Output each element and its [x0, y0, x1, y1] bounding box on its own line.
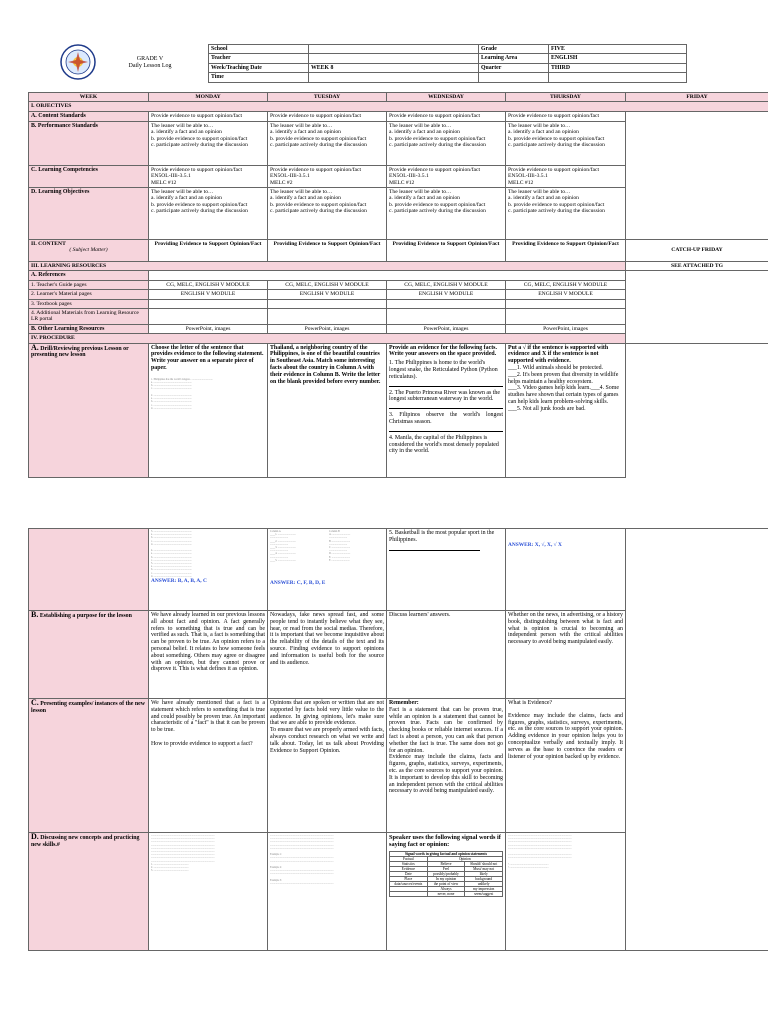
- textbook-wed: [387, 299, 506, 308]
- section-resources: III. LEARNING RESOURCES: [29, 262, 626, 271]
- signal-table-cell: Date: [390, 872, 428, 877]
- signal-table-cell: the point of view: [427, 882, 465, 887]
- drill-wed-item-1: 1. The Philippines is home to the world's longest snake, the Reticulated Python (Python reticulatus).: [389, 360, 498, 380]
- signal-table-cell: seem/suggest: [465, 892, 503, 897]
- discussing-label-text: Discussing new concepts and practicing new skills.#: [31, 835, 140, 848]
- tg-tue: CG, MELC, ENGLISH V MODULE: [268, 280, 387, 289]
- content-std-mon: Provide evidence to support opinion/fact: [149, 111, 268, 121]
- other-tue: PowerPoint, images: [268, 324, 387, 333]
- section-procedure: IV. PROCEDURE: [29, 334, 626, 343]
- signal-table-cell: [390, 892, 428, 897]
- signal-table-row: [390, 892, 503, 897]
- dll-table-page1: [28, 92, 768, 478]
- col-friday: FRIDAY: [626, 93, 768, 102]
- signal-table-cell: my impression: [465, 887, 503, 892]
- drill-thu-instruction: Put a √ if the sentence is supported with evidence and X if the sentence is not supported with evidence.: [508, 344, 609, 365]
- signal-table-row: [390, 862, 503, 867]
- area-label: Learning Area: [479, 54, 549, 63]
- signal-table-cell: possibly/probably: [427, 872, 465, 877]
- drill-wed-item-4: 4. Manila, the capital of the Philippines is considered the world's most densely populated city in the world.: [389, 434, 499, 455]
- time-blank-1: [479, 73, 549, 82]
- present-thu: [506, 699, 626, 833]
- drill-mon-cont-items: 3. ........................................................... a. ........................................................... b. ........................................................... c. ........................................................... d. ........................................................... 4. ........................................................... a. ........................................................... b. ........................................................... c. ........................................................... 5. ........................................................... a. ........................................................... b. ........................................................... c. ........................................................... d. ...........................................................: [151, 530, 192, 578]
- drill-tue: [268, 343, 387, 477]
- doc-title-grade: GRADE V: [136, 56, 164, 62]
- col-tuesday: TUESDAY: [268, 93, 387, 102]
- signal-table-cell: Statistics: [390, 862, 428, 867]
- discuss-thu: [506, 833, 626, 951]
- drill-cont-label: [29, 529, 149, 611]
- label-tg: 1. Teacher's Guide pages: [29, 280, 149, 289]
- content-title: II. CONTENT: [31, 241, 66, 248]
- grade-label: Grade: [479, 45, 549, 54]
- doc-title-dll: Daily Lesson Log: [128, 63, 172, 69]
- doc-title: [100, 56, 200, 70]
- col-monday: MONDAY: [149, 93, 268, 102]
- signal-table-title: Signal words in giving factual and opinion statements: [390, 852, 503, 857]
- label-textbook: 3. Textbook pages: [29, 299, 149, 308]
- purpose-tue: Nowadays, fake news spread fast, and some people tend to instantly believe what they see, hear, or read from the social medias. Therefore, it is important that we become inquisitive about the reliability of the details of the text and its source. Finding evidence to support opinions and information is useful both for the source and its audience.: [268, 611, 387, 699]
- signal-words-table: [389, 851, 503, 897]
- section-objectives: I. OBJECTIVES: [29, 102, 768, 111]
- comp-tue: Provide evidence to support opinion/fact EN5OL-IIIi-3.5.1 MELC #2: [268, 165, 387, 187]
- time-blank-2: [549, 73, 687, 82]
- drill-wed-cont: [387, 529, 506, 611]
- signal-table-cell: Believe: [427, 862, 465, 867]
- signal-table-cell: likely: [465, 872, 503, 877]
- discuss-mon-text: .................................................................................................. .................................................................................................. .................................................................................................. .................................................................................................. .................................................................................................. .................................................................................................. .................................................................................................. .................................................................................................. .................................................................................................. 1. ...................................................... 2. ...................................................... 3. ......................................................: [151, 834, 215, 873]
- signal-table-cell: Should/ should not: [465, 862, 503, 867]
- content-std-thu: Provide evidence to support opinion/fact: [506, 111, 626, 121]
- perf-std-wed: The leaner will be able to… a. identify a fact and an opinion b. provide evidence to support opinion/fact c. participate actively during the discussion: [387, 121, 506, 165]
- friday-obj-blank: [626, 111, 768, 239]
- drill-tue-cont: [268, 529, 387, 611]
- label-presenting: C. Presenting examples/ instances of the new lesson: [29, 699, 149, 833]
- drill-mon-cont: [149, 529, 268, 611]
- dll-table-page2: [28, 528, 768, 951]
- drill-thu-items: ___1. Wild animals should be protected. ___2. It's been proven that diversity in wildlife helps maintain a healthy ecosystem. ___3. Video games help kids learn.___4. Some studies have shown that certain types of games can help kids learn problem-solving skills. ___5. Not all junk foods are bad.: [508, 365, 619, 412]
- drill-mon-items: 1. Philippines has the world's longest... ................................ a. ........................................................... b. ........................................................... c. ........................................................... 2. ........................................................... a. ........................................................... b. ........................................................... c. ........................................................... d. ...........................................................: [151, 377, 213, 410]
- present-thu-body: Evidence may include the claims, facts and figures, graphs, statistics, surveys, experiments, etc. as the core sources to support your opinion. Adding evidence in your opinion helps you to conceptualize verbally and textually imply. It serves as the base to convince the readers or listener of your opinion backed up by evidence.: [508, 712, 623, 760]
- obj-thu: The leaner will be able to… a. identify a fact and an opinion b. provide evidence to support opinion/fact c. participate actively during the discussion: [506, 188, 626, 240]
- perf-std-mon: The leaner will be able to… a. identify a fact and an opinion b. provide evidence to support opinion/fact c. participate actively during the discussion: [149, 121, 268, 165]
- col-wednesday: WEDNESDAY: [387, 93, 506, 102]
- purpose-mon: We have already learned in our previous lessons all about fact and opinion. A fact generally refers to something that is true and can be verified as such. That is, a fact is something that can be proven to be true. An opinion refers to a personal belief. It relates to how someone feels about something. Others may agree or disagree with an opinion, but they cannot prove or disprove it. This is what defines it as opinion.: [149, 611, 268, 699]
- deped-seal-logo: [60, 44, 96, 80]
- label-learning-objectives: D. Learning Objectives: [29, 188, 149, 240]
- additional-thu: [506, 309, 626, 325]
- signal-table-row: [390, 872, 503, 877]
- obj-wed: The leaner will be able to… a. identify a fact and an opinion b. provide evidence to support opinion/fact c. participate actively during the discussion: [387, 188, 506, 240]
- lm-tue: ENGLISH V MODULE: [268, 290, 387, 299]
- present-wed-title: Remember:: [389, 700, 419, 706]
- lm-mon: ENGLISH V MODULE: [149, 290, 268, 299]
- label-references: A. References: [29, 271, 149, 280]
- label-learning-competencies: C. Learning Competencies: [29, 165, 149, 187]
- lm-thu: ENGLISH V MODULE: [506, 290, 626, 299]
- see-attached-tg: SEE ATTACHED TG: [626, 262, 768, 271]
- signal-table-cell: Evidence: [390, 867, 428, 872]
- page-2: [0, 528, 768, 1024]
- textbook-thu: [506, 299, 626, 308]
- label-performance-standards: B. Performance Standards: [29, 121, 149, 165]
- presenting-label-text: Presenting examples/ instances of the new lesson: [31, 701, 146, 714]
- comp-thu: Provide evidence to support opinion/fact EN5OL-IIIi-3.5.1 MELC #12: [506, 165, 626, 187]
- discuss-tue: [268, 833, 387, 951]
- teacher-label: Teacher: [209, 54, 309, 63]
- topic-wed: Providing Evidence to Support Opinion/Fact: [387, 240, 506, 262]
- drill-tue-instruction: Thailand, a neighboring country of the Philippines, is one of the beautiful countries in Southeast Asia. Match some interesting facts about the country in Column A with their evidence in Column B. Write the letter on the blank provided before every number.: [270, 344, 381, 385]
- drill-wed-instruction: Provide an evidence for the following facts. Write your answers on the space provided.: [389, 344, 497, 358]
- present-mon: We have already mentioned that a fact is a statement which refers to something that is true and could possibly be proven true. An important characteristic of a "fact" is that it can be proven to be true. How to provide evidence to support a fact?: [149, 699, 268, 833]
- drill-mon: [149, 343, 268, 477]
- perf-std-thu: The leaner will be able to… a. identify a fact and an opinion b. provide evidence to support opinion/fact c. participate actively during the discussion: [506, 121, 626, 165]
- drill-wed-item-2: 2. The Puerto Princesa River was known as the longest subterranean waterway in the world.: [389, 389, 500, 403]
- label-purpose: B. Establishing a purpose for the lesson: [29, 611, 149, 699]
- signal-table-cell: unlikely: [465, 882, 503, 887]
- additional-mon: [149, 309, 268, 325]
- drill-wed: [387, 343, 506, 477]
- school-value: [309, 45, 479, 54]
- tg-wed: CG, MELC, ENGLISH V MODULE: [387, 280, 506, 289]
- drill-thu-cont: [506, 529, 626, 611]
- week-date-value: WEEK 8: [309, 63, 479, 72]
- header-table: [208, 44, 687, 83]
- label-additional: 4. Additional Materials from Learning Resource LR portal: [29, 309, 149, 325]
- signal-table-cell: data/sources/events: [390, 882, 428, 887]
- discuss-mon: [149, 833, 268, 951]
- drill-thu: [506, 343, 626, 477]
- signal-table-row: [390, 882, 503, 887]
- school-label: School: [209, 45, 309, 54]
- week-date-label: Week/Teaching Date: [209, 63, 309, 72]
- textbook-tue: [268, 299, 387, 308]
- tg-thu: CG, MELC, ENGLISH V MODULE: [506, 280, 626, 289]
- other-wed: PowerPoint, images: [387, 324, 506, 333]
- signal-table-row: [390, 877, 503, 882]
- quarter-label: Quarter: [479, 63, 549, 72]
- page-gap: [0, 500, 768, 510]
- label-drill: A. Drill/Reviewing previous Lesson or presenting new lesson: [29, 343, 149, 477]
- label-other-resources: B. Other Learning Resources: [29, 324, 149, 333]
- comp-mon: Provide evidence to support opinion/fact EN5OL-IIIi-3.5.1 MELC #12: [149, 165, 268, 187]
- answer-tue: ANSWER: C, F, B, D, E: [270, 580, 326, 587]
- label-content: [29, 240, 149, 262]
- purpose-wed: Discuss learners' answers.: [387, 611, 506, 699]
- friday-res-blank: [626, 271, 768, 343]
- signal-table-cell: background: [465, 877, 503, 882]
- signal-col-opinion: Opinion: [427, 857, 502, 862]
- friday-proc-blank: [626, 529, 768, 951]
- topic-tue: Providing Evidence to Support Opinion/Fact: [268, 240, 387, 262]
- present-tue: Opinions that are spoken or written that are not supported by facts hold very little value to the audience. In giving opinions, let's make sure that we are able to provide evidence. To ensure that we are properly armed with facts, always conduct research on what we write and talk about. Today, let us talk about Providing Evidence to Support Opinion.: [268, 699, 387, 833]
- content-std-tue: Provide evidence to support opinion/fact: [268, 111, 387, 121]
- discuss-wed: [387, 833, 506, 951]
- area-value: ENGLISH: [549, 54, 687, 63]
- signal-table-cell: Feel: [427, 867, 465, 872]
- drill-mon-instruction: Choose the letter of the sentence that provides evidence to the following statement. Write your answer on a separate piece of paper.: [151, 344, 264, 372]
- purpose-label-text: Establishing a purpose for the lesson: [39, 613, 132, 619]
- discuss-thu-text: .................................................................................................. .................................................................................................. .................................................................................................. .................................................................................................. .................................................................................................. .................................................................................................. .................................................................................................. • ............................................................ • ............................................................: [508, 834, 572, 870]
- teacher-value: [309, 54, 479, 63]
- obj-tue: The leaner will be able to… a. identify a fact and an opinion b. provide evidence to support opinion/fact c. participate actively during the discussion: [268, 188, 387, 240]
- label-content-standards: A. Content Standards: [29, 111, 149, 121]
- additional-tue: [268, 309, 387, 325]
- present-thu-title: What is Evidence?: [508, 700, 553, 706]
- purpose-thu: Whether on the news, in advertising, or a history book, distinguishing between what is fact and what is opinion is crucial to becoming an independent person with the critical abilities necessary to avoid being manipulated easily.: [506, 611, 626, 699]
- present-wed-body: Fact is a statement that can be proven true, while an opinion is a statement that cannot be proven true. Facts can be confirmed by checking books or reliable internet sources. If a fact is about a person, you can ask that person whether the fact is true. The same does not go for an opinion. Evidence may include the claims, facts and figures, graphs, statistics, surveys, experiments, etc. as the core sources to support your opinion. It is important to develop this skill to becoming an independent person with the critical abilities necessary to avoid being manipulated easily.: [389, 706, 503, 795]
- content-subtitle: ( Subject Matter): [69, 247, 108, 254]
- answer-thu: ANSWER: X, √, X, √ X: [508, 542, 562, 548]
- references-blank: [149, 271, 626, 280]
- catch-up-friday: CATCH-UP FRIDAY: [626, 240, 768, 262]
- label-discussing: D. Discussing new concepts and practicing new skills.#: [29, 833, 149, 951]
- time-label: Time: [209, 73, 309, 82]
- comp-wed: Provide evidence to support opinion/fact EN5OL-IIIi-3.5.1 MELC #12: [387, 165, 506, 187]
- signal-table-cell: never, none: [427, 892, 465, 897]
- signal-table-cell: In my opinion: [427, 877, 465, 882]
- textbook-mon: [149, 299, 268, 308]
- content-std-wed: Provide evidence to support opinion/fact: [387, 111, 506, 121]
- discuss-tue-text: .................................................................................................. .................................................................................................. .................................................................................................. .................................................................................................. .................................................................................................. Example 1: .................................................................................................. .................................................................................................. Example 2: .................................................................................................. .................................................................................................. Example 3: ..................................................................................................: [270, 834, 334, 886]
- page-1: [0, 0, 768, 500]
- signal-table-cell: Must/ may not: [465, 867, 503, 872]
- tg-mon: CG, MELC, ENGLISH V MODULE: [149, 280, 268, 289]
- topic-mon: Providing Evidence to Support Opinion/Fact: [149, 240, 268, 262]
- grade-value: FIVE: [549, 45, 687, 54]
- col-week: WEEK: [29, 93, 149, 102]
- signal-table-cell: Place: [390, 877, 428, 882]
- signal-col-factual: Factual: [390, 857, 428, 862]
- signal-table-cell: Always: [427, 887, 465, 892]
- other-thu: PowerPoint, images: [506, 324, 626, 333]
- drill-wed-item-3: 3. Filipinos observe the world's longest Christmas season.: [389, 412, 503, 426]
- drill-label-text: Drill/Reviewing previous Lesson or presenting new lesson: [31, 345, 129, 359]
- discuss-wed-title: Speaker uses the following signal words if saying fact or opinion:: [389, 834, 501, 848]
- time-value: [309, 73, 479, 82]
- answer-mon: ANSWER: B, A, B, A, C: [151, 578, 207, 585]
- topic-thu: Providing Evidence to Support Opinion/Fact: [506, 240, 626, 262]
- signal-table-row: [390, 867, 503, 872]
- quarter-value: THIRD: [549, 63, 687, 72]
- present-wed: [387, 699, 506, 833]
- additional-wed: [387, 309, 506, 325]
- label-lm: 2. Learner's Material pages: [29, 290, 149, 299]
- col-thursday: THURSDAY: [506, 93, 626, 102]
- drill-wed-item-5: 5. Basketball is the most popular sport in the Philippines.: [389, 530, 495, 543]
- lm-wed: ENGLISH V MODULE: [387, 290, 506, 299]
- drill-tue-columns: Column A ____1. ............................ ............................ ____2. ............................ ............................ ____3. ............................ ............................ ____4. ............................ ............................ ____5. ............................ Column B A. ............................ ............................ B. ............................ ............................ C. ............................ ............................ D. ............................ E. ............................ F. ............................: [270, 530, 351, 562]
- other-mon: PowerPoint, images: [149, 324, 268, 333]
- obj-mon: The leaner will be able to… a. identify a fact and an opinion b. provide evidence to support opinion/fact c. participate actively during the discussion: [149, 188, 268, 240]
- perf-std-tue: The leaner will be able to… a. identify a fact and an opinion b. provide evidence to support opinion/fact c. participate actively during the discussion: [268, 121, 387, 165]
